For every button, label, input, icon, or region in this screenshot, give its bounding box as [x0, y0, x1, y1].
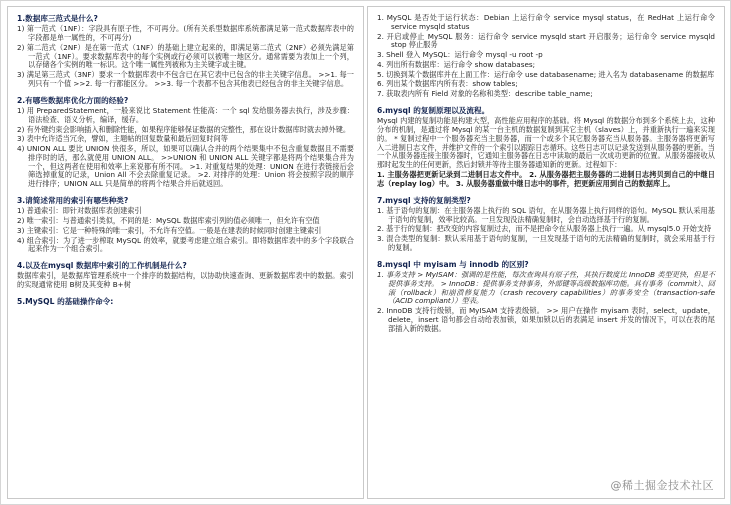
- section-title: 4.以及在mysql 数据库中索引的工作机制是什么?: [17, 261, 187, 271]
- list-item: 4. 列出所有数据库：运行命令 show databases;: [377, 59, 536, 69]
- section-title: 1.数据库三范式是什么?: [17, 14, 98, 23]
- list-item: 3. Shell 登入 MySQL：运行命令 mysql -u root -p: [377, 50, 543, 60]
- list-item: 5. 切换到某个数据库并在上面工作：运行命令 use databasename; 进入名为 databasename 的数据库: [377, 69, 715, 79]
- paragraph: 3. 混合类型的复制：默认采用基于语句的复制，一旦发现基于语句的无法精确的复制时，就会采用基于行的复制。: [377, 234, 715, 252]
- section-db-optimization: [17, 96, 354, 189]
- paragraph: 2) 唯一索引：与普通索引类似，不同的是：MySQL 数据库索引列的值必须唯一，但允许有空值: [17, 216, 320, 226]
- section-title: 2.有哪些数据库优化方面的经验?: [17, 95, 129, 105]
- list-item: 2. 开启或停止 MySQL 服务：运行命令 service mysqld start 开启服务；运行命令 service mysqld stop 停止服务: [377, 31, 715, 50]
- paragraph: 1) 普通索引：即针对数据库表创建索引: [17, 206, 142, 216]
- section-three-normal-forms: [17, 14, 354, 89]
- section-replication-types: [377, 196, 715, 253]
- paragraph: 1. 事务支持 > MyISAM：强调的是性能，每次查询具有原子性，其执行数度比 InnoDB 类型更快，但是不提供事务支持。 > InnoDB：提供事务支持事务，外部键等高级数据库功能。具有事务（commit）、回滚（rollback）和崩溃修复能力（crash recovery capabilities）的事务安全（transaction-safe（ACID compliant））型表。: [377, 269, 715, 306]
- paragraph: 2. 基于行的复制：把改变的内容复制过去，而不是把命令在从服务器上执行一遍。从 mysql5.0 开始支持: [377, 224, 712, 234]
- list-item: 7. 获取表内所有 Field 对象的名称和类型：describe table_name;: [377, 89, 593, 99]
- section-index-mechanism: [17, 261, 354, 290]
- section-myisam-vs-innodb: [377, 260, 715, 334]
- section-title: 5.MySQL 的基础操作命令:: [17, 296, 114, 306]
- paragraph: 数据库索引，是数据库管理系统中一个排序的数据结构，以协助快速查询、更新数据库表中的数据。索引的实现通常使用 B树及其变种 B+树: [17, 271, 354, 290]
- section-index-types: [17, 196, 354, 254]
- paragraph: 1) 用 PreparedStatement，一般来说比 Statement 性能高：一个 sql 发给服务器去执行，涉及步骤：语法检查、语义分析，编译，缓存。: [17, 105, 354, 124]
- paragraph: 2) 第二范式（2NF）是在第一范式（1NF）的基础上建立起来的，即满足第二范式（2NF）必须先满足第一范式（1NF）。要求数据库表中的每个实例或行必须可以被唯一地区分。通常需要为表加上一个列，以存储各个实例的唯一标识。这个唯一属性列被称为主关键字或主键。: [17, 42, 354, 70]
- paragraph: 1. 主服务器把更新记录到二进制日志文件中。 2. 从服务器把主服务器的二进制日志拷贝到自己的中继日志（replay log）中。 3. 从服务器重做中继日志中的事件，把更新应用到自己的数据库上。: [377, 169, 715, 188]
- paragraph: 3) 表中允许适当冗余，譬如，主题帖的回复数量和最后回复时间等: [17, 134, 228, 144]
- list-item: 1. MySQL 是否处于运行状态：Debian 上运行命令 service mysql status，在 RedHat 上运行命令 service mysqld status: [377, 13, 715, 31]
- command-list: [377, 14, 715, 99]
- paragraph: 3) 主键索引：它是一种特殊的唯一索引，不允许有空值。一般是在建表的时候同时创建主键索引: [17, 225, 322, 235]
- list-item: 6. 列出某个数据库内所有表：show tables;: [377, 79, 518, 89]
- paragraph: Mysql 内建的复制功能是构建大型，高性能应用程序的基础。将 Mysql 的数据分布到多个系统上去，这种分布的机制，是通过将 Mysql 的某一台主机的数据复制到其它主机（slaves）上，并重新执行一遍来实现的。 * 复制过程中一个服务器充当主服务器，而一个或多个其它服务器充当从服务器。主服务器将更新写入二进制日志文件，并维护文件的一个索引以跟踪日志循环。这些日志可以记录发送到从服务器的更新。当一个从服务器连接主服务器时，它通知主服务器在日志中读取的最后一次成功更新的位置。从服务器接收从那时起发生的任何更新，然后封锁并等待主服务器通知新的更新。过程如下：: [377, 116, 715, 170]
- page-right: [367, 6, 725, 499]
- section-title: 7.mysql 支持的复制类型?: [377, 195, 471, 205]
- watermark: @稀土掘金技术社区: [610, 478, 714, 492]
- page-left: [7, 6, 364, 499]
- section-title: 3.请简述常用的索引有哪些种类?: [17, 196, 129, 205]
- section-basic-commands: [17, 297, 354, 306]
- paragraph: 4) UNION ALL 要比 UNION 快很多，所以，如果可以确认合并的两个结果集中不包含重复数据且不需要排序时的话，那么就使用 UNION ALL。 >>UNION 和 UNION ALL 关键字都是将两个结果集合并为一个，但这两者在使用和效率上来说都有所不同。 >1. 对重复结果的处理：UNION 在进行表链接后会筛选掉重复的记录，Union All 不会去除重复记录。 >2. 对排序的处理：Union 将会按照字段的顺序进行排序；UNION ALL 只是简单的将两个结果合并后就返回。: [17, 144, 354, 189]
- paragraph: 2. InnoDB 支持行级锁，而 MyISAM 支持表级锁。 >> 用户在操作 myisam 表时，select，update，delete，insert 语句都会自动给表加锁，如果加锁以后的表满足 insert 并发的情况下，可以在表的尾部插入新的数据。: [377, 306, 715, 333]
- paragraph: 1) 第一范式（1NF）：字段具有原子性，不可再分。(所有关系型数据库系统都满足第一范式数据库表中的字段都是单一属性的，不可再分): [17, 24, 354, 43]
- section-title: 6.mysql 的复制原理以及流程。: [377, 106, 490, 116]
- paragraph: 3) 满足第三范式（3NF）要求一个数据库表中不包含已在其它表中已包含的非主关键字信息。 >>1. 每一列只有一个值 >>2. 每一行都能区分。 >>3. 每一个表都不包含其他表已经包含的非主关键字信息。: [17, 70, 354, 88]
- paragraph: 4) 组合索引：为了进一步榨取 MySQL 的效率，就要考虑建立组合索引。即将数据库表中的多个字段联合起来作为一个组合索引。: [17, 235, 354, 254]
- paragraph: 1. 基于语句的复制：在主服务器上执行的 SQL 语句，在从服务器上执行同样的语句。MySQL 默认采用基于语句的复制，效率比较高。一旦发现没法精确复制时，会自动选择基于行的复制。: [377, 205, 715, 224]
- section-title: 8.mysql 中 myisam 与 innodb 的区别?: [377, 259, 529, 269]
- section-replication-principle: [377, 106, 715, 189]
- paragraph: 2) 有外键约束会影响插入和删除性能，如果程序能够保证数据的完整性，那在设计数据库时就去掉外键。: [17, 124, 351, 134]
